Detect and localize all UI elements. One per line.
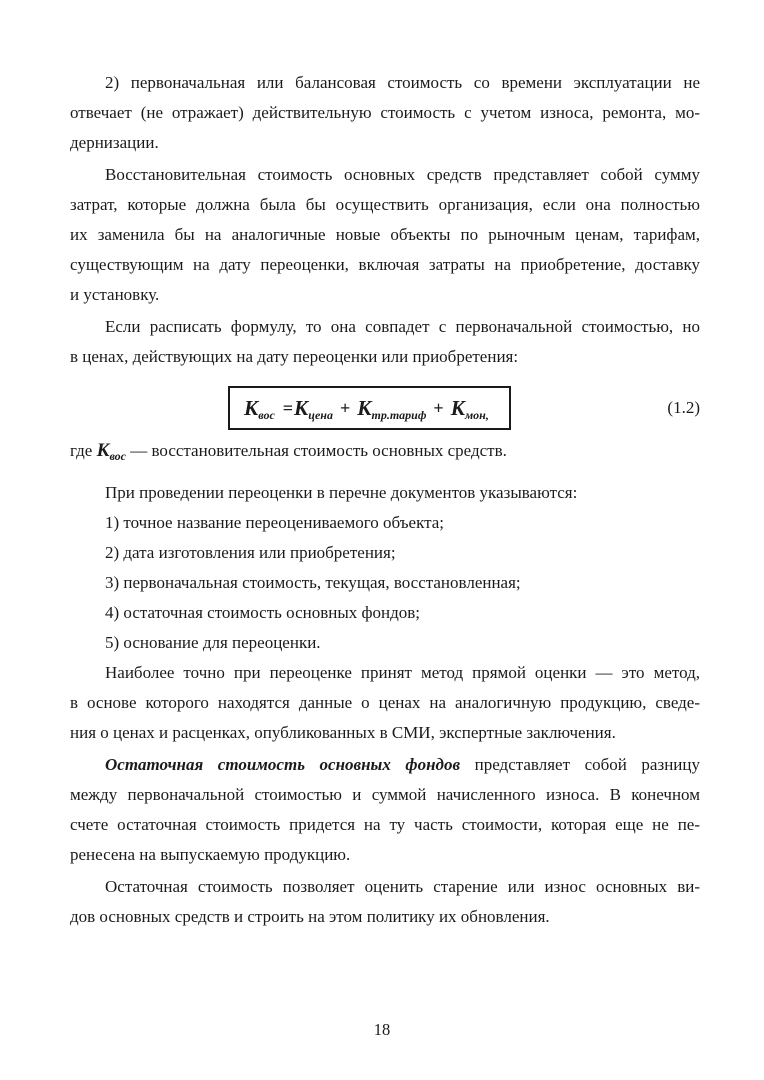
formula-term-kvos: $К_{вос}$ <box>244 395 275 422</box>
text-line: Восстановительная стоимость основных средств представляет собой сумму <box>105 165 700 184</box>
formula-block <box>70 386 700 430</box>
formula-term-kmon: $К_{мон,}$ <box>450 395 489 422</box>
formula-term-ktrtarif: $К_{тр.тариф}$ <box>357 395 427 422</box>
paragraph-balance-value <box>70 68 700 158</box>
text-line: их заменила бы на аналогичные новые объекты по рыночным ценам, тарифам, <box>70 225 700 244</box>
paragraph-replacement-cost <box>70 160 700 310</box>
formula-box <box>228 386 511 430</box>
text-line: Наиболее точно при переоценке принят метод прямой оценки — это метод, <box>105 663 700 682</box>
list-item: 4) остаточная стоимость основных фондов; <box>105 603 421 622</box>
text-line: в основе которого находятся данные о ценах на аналогичную продукцию, сведе- <box>70 693 700 712</box>
list-item: 2) дата изготовления или приобретения; <box>105 543 396 562</box>
legend-text: — восстановительная стоимость основных средств. <box>126 441 507 460</box>
text-line: Если расписать формулу, то она совпадет с первоначальной стоимостью, но <box>105 317 700 336</box>
text-line: между первоначальной стоимостью и суммой начисленного износа. В конечном <box>70 785 700 804</box>
text-line: отвечает (не отражает) действительную стоимость с учетом износа, ремонта, мо- <box>70 103 700 122</box>
revaluation-document-list <box>70 478 700 658</box>
equation-number: (1.2) <box>667 398 700 417</box>
text-line: 2) первоначальная или балансовая стоимость со времени эксплуатации не <box>105 73 700 92</box>
formula-comma: , <box>485 407 489 422</box>
text-line <box>70 750 700 780</box>
equals-sign: = <box>282 397 294 418</box>
text-line: счете остаточная стоимость придется на ту часть стоимости, которая еще не пе- <box>70 815 700 834</box>
formula-term-kcena: $К_{цена}$ <box>294 395 333 422</box>
text-line: существующим на дату переоценки, включая затраты на приобретение, доставку <box>70 255 700 274</box>
text-line: ния о ценах и расценках, опубликованных в СМИ, экспертные заключения. <box>70 723 616 742</box>
page-number: 18 <box>373 1020 391 1039</box>
legend-term-kvos: $К_{вос}$ <box>96 440 126 463</box>
text-line: и установку. <box>70 285 160 304</box>
text-line: дернизации. <box>70 133 159 152</box>
paragraph-direct-valuation <box>70 658 700 748</box>
paragraph-formula-intro <box>70 312 700 372</box>
formula-legend <box>70 436 700 466</box>
plus-sign: + <box>339 397 351 418</box>
plus-sign: + <box>433 397 444 418</box>
list-intro: При проведении переоценки в перечне документов указываются: <box>105 483 578 502</box>
list-item: 5) основание для переоценки. <box>105 633 321 652</box>
text-line: Остаточная стоимость позволяет оценить старение или износ основных ви- <box>105 877 700 896</box>
residual-value-term: Остаточная стоимость основных фондов <box>105 755 461 774</box>
text-line: ренесена на выпускаемую продукцию. <box>70 845 351 864</box>
paragraph-residual-value <box>70 750 700 870</box>
text-span: представляет собой разницу <box>460 755 700 774</box>
paragraph-residual-value-use <box>70 872 700 932</box>
list-item: 1) точное название переоцениваемого объекта; <box>105 513 445 532</box>
text-line: в ценах, действующих на дату переоценки или приобретения: <box>70 347 519 366</box>
text-line: дов основных средств и строить на этом политику их обновления. <box>70 907 550 926</box>
text-line: затрат, которые должна была бы осуществить организация, если она полностью <box>70 195 700 214</box>
list-item: 3) первоначальная стоимость, текущая, восстановленная; <box>105 573 521 592</box>
legend-prefix: где <box>70 441 97 460</box>
